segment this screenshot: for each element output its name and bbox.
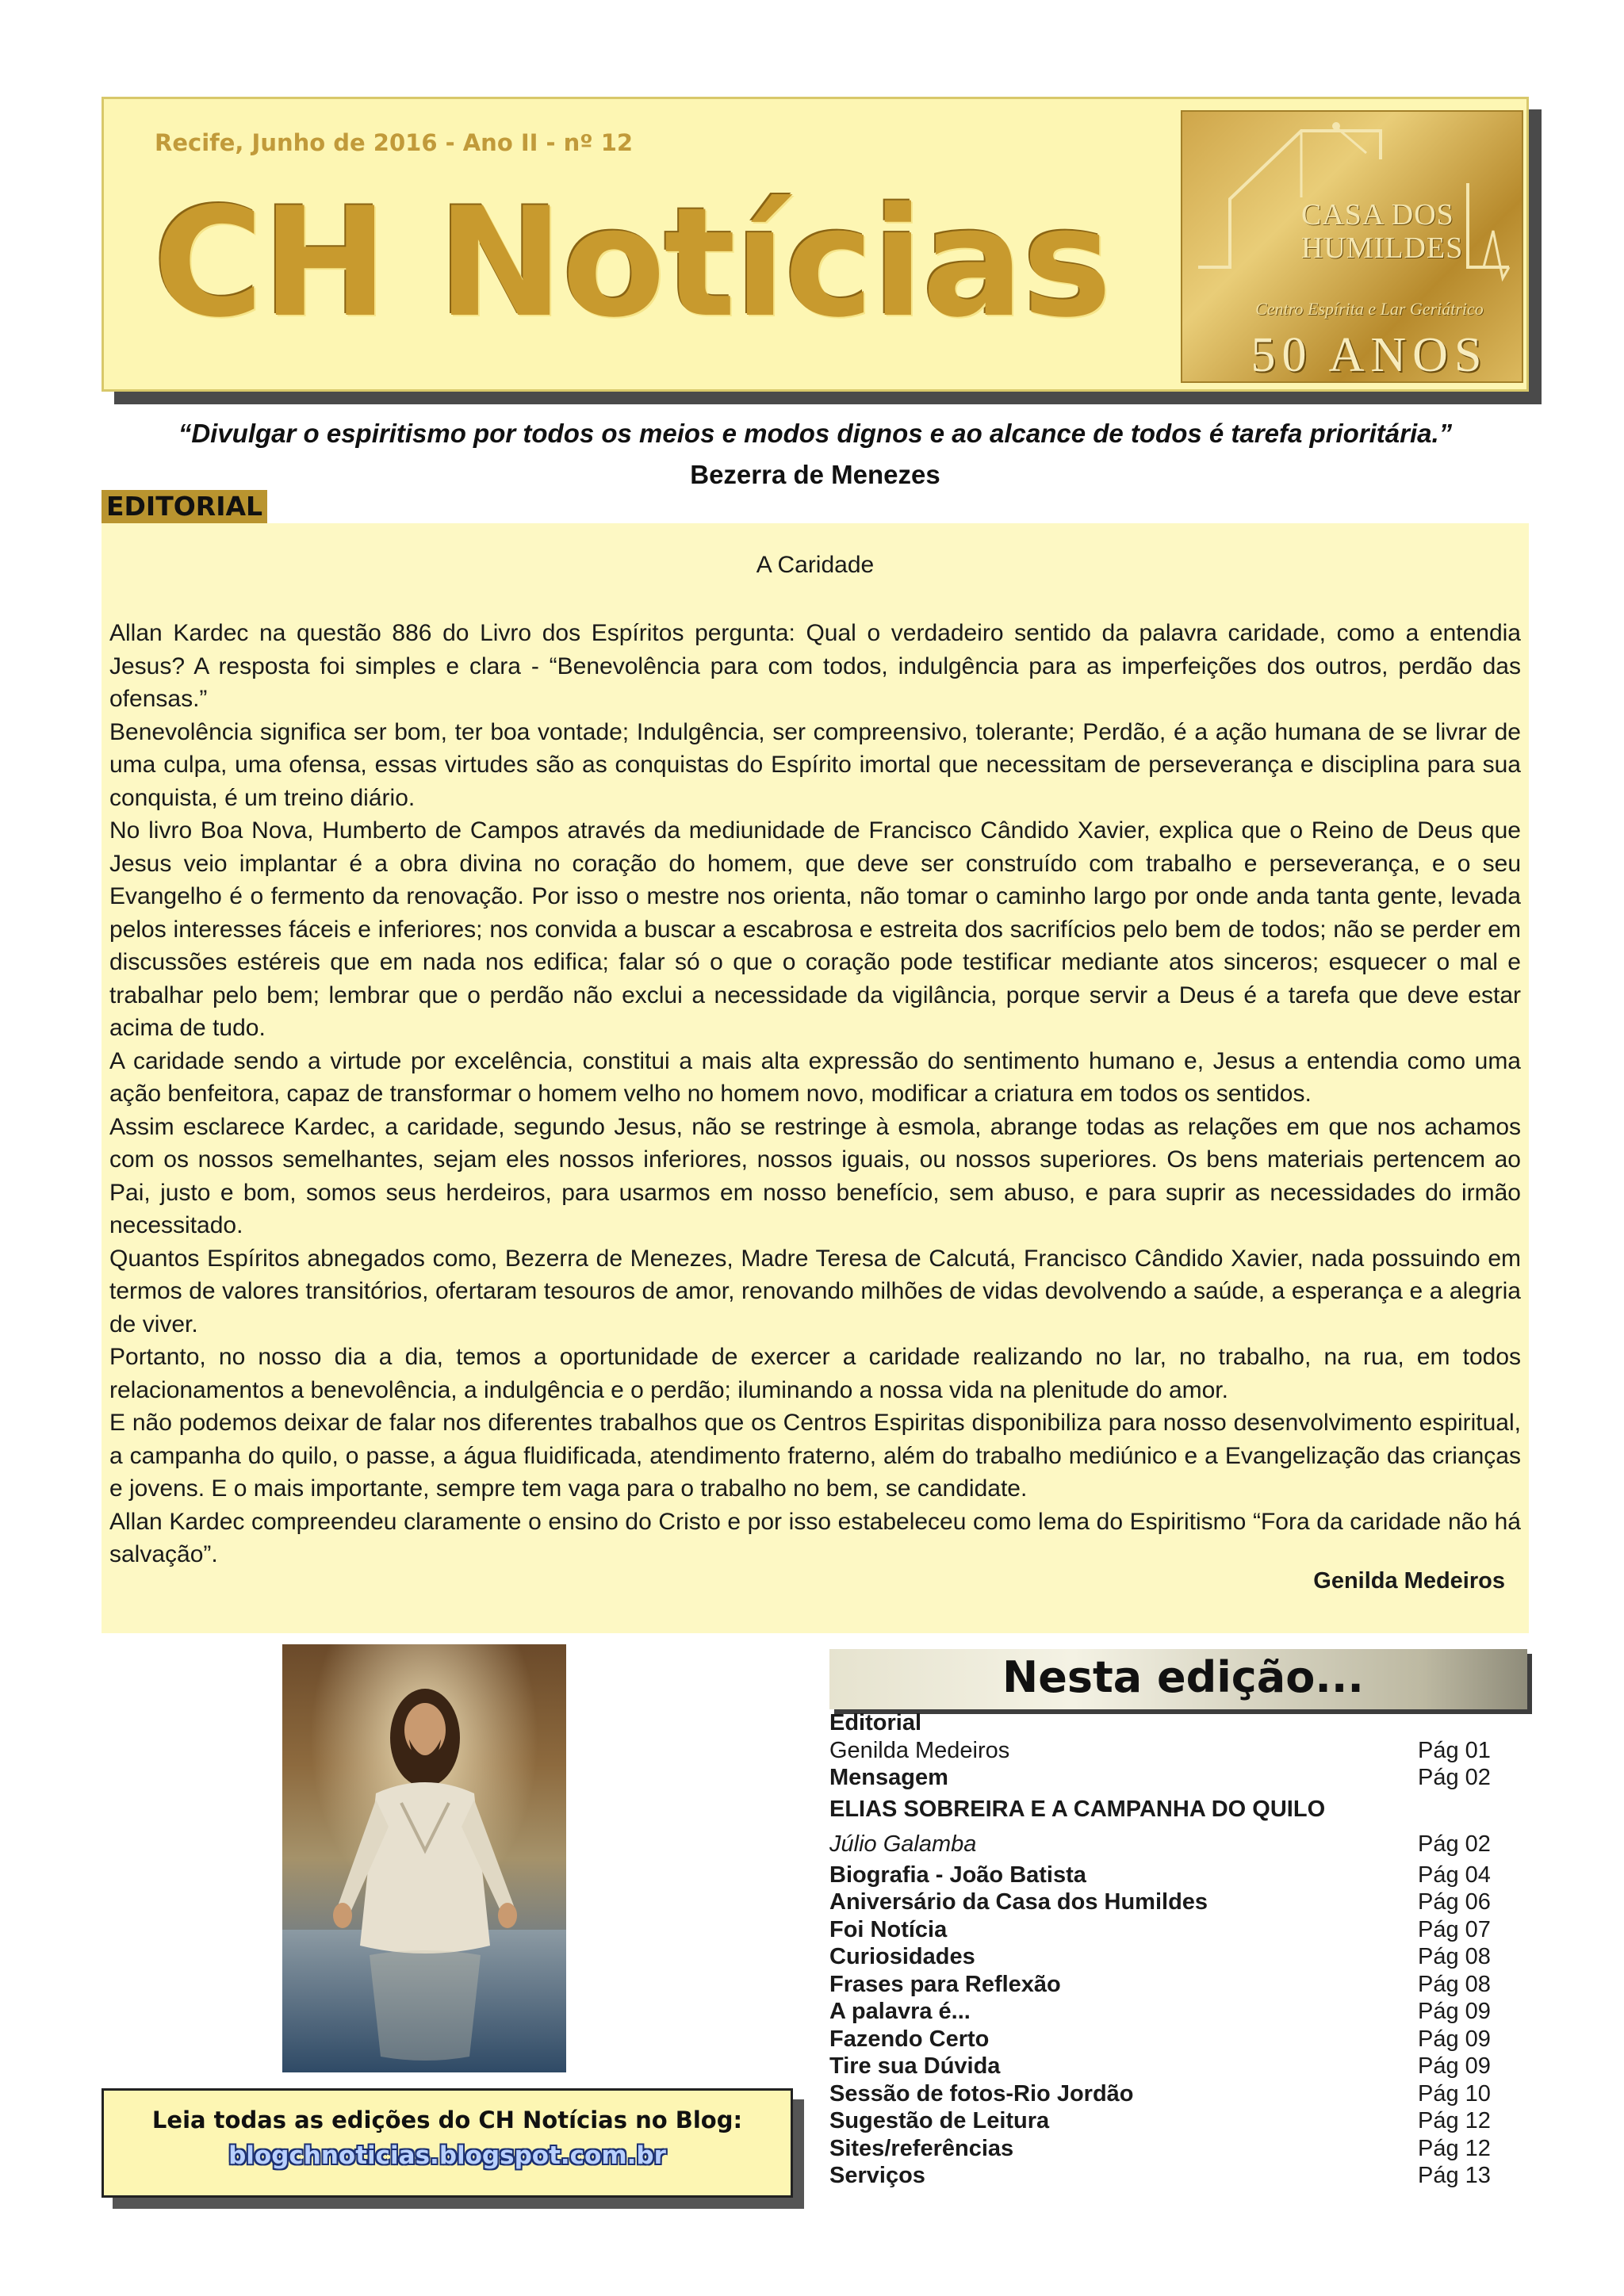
toc-row [829,1709,1527,1737]
toc-label: Aniversário da Casa dos Humildes [829,1889,1208,1915]
toc-label: Frases para Reflexão [829,1971,1061,1997]
toc-row [829,2162,1527,2190]
toc-page: Pág 12 [1418,2108,1491,2133]
epigraph-quote: “Divulgar o espiritismo por todos os meios e modos dignos e ao alcance de todos é tarefa prioritária.” [178,419,1453,448]
article-paragraph: No livro Boa Nova, Humberto de Campos através da mediunidade de Francisco Cândido Xavier, explica que o Reino de Deus que Jesus veio implantar é a obra divina no coração do homem, que deve ser construído com trabalho e perseverança, e o seu Evangelho é o fermento da renovação. Por isso o mestre nos orienta, não tomar o caminho largo por onde anda tanta gente, levada pelos interesses fáceis e inferiores; nos convida a buscar a escabrosa e estreita dos sacrifícios pelo bem de todos; não se perder em discussões estéreis que em nada nos edifica; falar só o que o coração pode testificar mediante atos sinceros; esquecer o mal e trabalhar pelo bem; lembrar que o perdão não exclui a necessidade da vigilância, porque servir a Deus é a tarefa que deve estar acima de tudo. [109,817,1521,1041]
toc-label: Genilda Medeiros [829,1737,1010,1763]
toc-label: ELIAS SOBREIRA E A CAMPANHA DO QUILO [829,1796,1326,1822]
article-title: A Caridade [756,552,875,578]
article-paragraph: Allan Kardec na questão 886 do Livro dos Espíritos pergunta: Qual o verdadeiro sentido da palavra caridade, como a entendia Jesus? A resposta foi simples e clara - “Benevolência para com todos, indulgência para as imperfeições dos outros, perdão das ofensas.” [109,620,1521,712]
toc-page: Pág 13 [1418,2163,1491,2188]
article-body [109,617,1521,1571]
toc-title: Nesta edição... [1002,1652,1364,1702]
article-paragraph: A caridade sendo a virtude por excelência, constitui a mais alta expressão do sentimento humano e, Jesus a entendia como uma ação benfeitora, capaz de transformar o homem velho no homem novo, modificar a criatura em todos os sentidos. [109,1047,1521,1107]
toc-label: Fazendo Certo [829,2026,990,2052]
toc-row [829,1792,1527,1827]
epigraph-author: Bezerra de Menezes [690,460,940,489]
toc-label: Tire sua Dúvida [829,2053,1001,2079]
toc-page: Pág 02 [1418,1831,1491,1857]
toc-row [829,1737,1527,1765]
toc-row [829,1827,1527,1862]
toc-page: Pág 09 [1418,1999,1491,2024]
toc-label: Editorial [829,1710,922,1735]
article-paragraph: Portanto, no nosso dia a dia, temos a oportunidade de exercer a caridade realizando no lar, no trabalho, na rua, em todos relacionamentos a benevolência, a indulgência e o perdão; iluminando a nossa vida na plenitude do amor. [109,1344,1521,1403]
toc-page: Pág 08 [1418,1971,1491,1997]
toc-row [829,1888,1527,1916]
toc-row [829,1943,1527,1971]
toc-label: Sessão de fotos-Rio Jordão [829,2080,1134,2107]
toc-label: Mensagem [829,1765,948,1790]
article-paragraph: E não podemos deixar de falar nos diferentes trabalhos que os Centros Espiritas disponibiliza para nosso desenvolvimento espiritual, a campanha do quilo, o passe, a água fluidificada, atendimento fraterno, além do trabalho mediúnico e a Evangelização das crianças e jovens. E o mais importante, sempre tem vaga para o trabalho no bem, se candidate. [109,1410,1521,1502]
toc-row [829,2053,1527,2080]
blog-promo-box [102,2088,793,2198]
toc-header [829,1649,1527,1709]
section-label-editorial: EDITORIAL [102,490,267,523]
toc-row [829,2080,1527,2108]
toc-page: Pág 07 [1418,1916,1491,1942]
toc-label: Biografia - João Batista [829,1862,1086,1888]
logo-anniversary: 50 ANOS [1251,328,1488,382]
toc-page: Pág 04 [1418,1862,1491,1888]
toc-row [829,1862,1527,1889]
toc-row [829,2107,1527,2135]
toc-row [829,1971,1527,1999]
toc-page: Pág 06 [1418,1889,1491,1915]
toc-row [829,2135,1527,2163]
toc-row [829,2026,1527,2053]
editorial-article [102,523,1529,1633]
toc-row [829,1916,1527,1944]
newsletter-title: CH Notícias [153,175,1111,350]
masthead [102,97,1529,392]
toc-page: Pág 09 [1418,2026,1491,2052]
toc-label: Sites/referências [829,2135,1014,2161]
jesus-in-water-image [282,1644,566,2072]
dateline: Recife, Junho de 2016 - Ano II - nº 12 [155,129,634,156]
toc-label: Júlio Galamba [829,1831,977,1857]
toc-label: Sugestão de Leitura [829,2108,1050,2133]
toc-row [829,1764,1527,1792]
table-of-contents [829,1709,1527,2190]
article-paragraph: Quantos Espíritos abnegados como, Bezerra de Menezes, Madre Teresa de Calcutá, Francisco Cândido Xavier, nada possuindo em termos de valores transitórios, ofertaram tesouros de amor, renovando milhões de vidas devolvendo a saúde, a esperança e a alegria de viver. [109,1245,1521,1337]
toc-page: Pág 12 [1418,2135,1491,2161]
toc-page: Pág 01 [1418,1737,1491,1763]
blog-url-link[interactable]: blogchnoticias.blogspot.com.br [228,2141,666,2170]
blog-promo-text: Leia todas as edições do CH Notícias no Blog: [151,2107,743,2133]
toc-row [829,1998,1527,2026]
toc-label: Serviços [829,2163,925,2188]
toc-page: Pág 10 [1418,2080,1491,2107]
logo-subtitle: Centro Espírita e Lar Geriátrico [1255,299,1484,319]
logo-line-1: CASA DOS [1301,198,1454,232]
toc-label: Foi Notícia [829,1916,948,1942]
toc-page: Pág 09 [1418,2053,1491,2079]
article-paragraph: Benevolência significa ser bom, ter boa vontade; Indulgência, ser compreensivo, tolerante; Perdão, é a ação humana de se livrar de uma culpa, uma ofensa, essas virtudes são as conquistas do Espírito imortal que necessitam de perseverança e disciplina para sua conquista, é um treino diário. [109,718,1521,811]
toc-label: A palavra é... [829,1999,971,2024]
logo-line-2: HUMILDES [1301,232,1464,265]
article-author: Genilda Medeiros [1313,1568,1505,1594]
toc-label: Curiosidades [829,1944,975,1969]
toc-page: Pág 08 [1418,1944,1491,1969]
casa-dos-humildes-logo [1181,110,1523,383]
toc-page: Pág 02 [1418,1765,1491,1790]
article-paragraph: Assim esclarece Kardec, a caridade, segundo Jesus, não se restringe à esmola, abrange todas as relações em que nos achamos com os nossos semelhantes, sejam eles nossos inferiores, nossos iguais, ou nossos superiores. Os bens materiais pertencem ao Pai, justo e bom, somos seus herdeiros, para usarmos em nosso benefício, sem abuso, e para suprir as necessidades do irmão necessitado. [109,1113,1521,1238]
article-paragraph: Allan Kardec compreendeu claramente o ensino do Cristo e por isso estabeleceu como lema do Espiritismo “Fora da caridade não há salvação”. [109,1508,1521,1567]
